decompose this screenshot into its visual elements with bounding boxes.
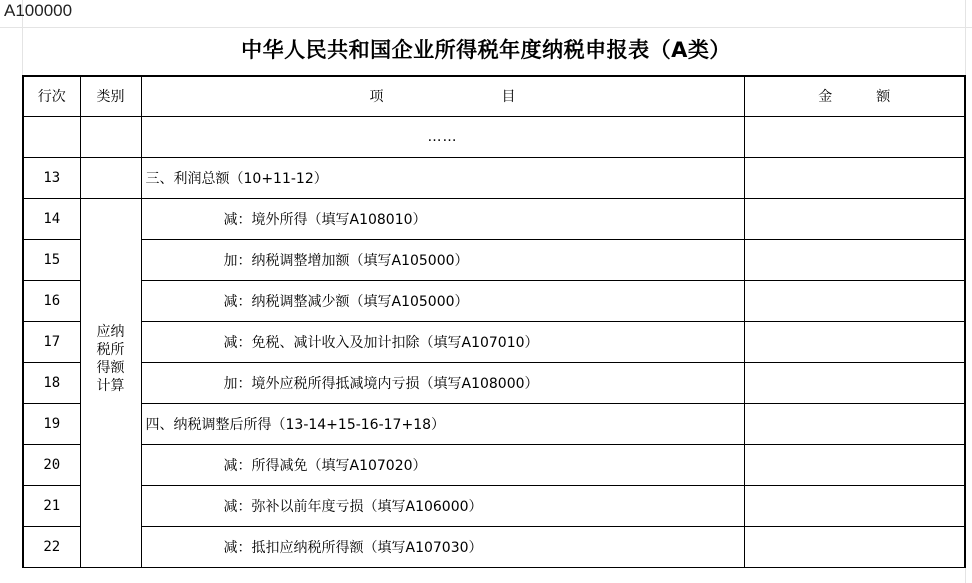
header-amount-char-1: 金 xyxy=(818,89,833,106)
category-cell[interactable] xyxy=(80,157,141,198)
row-number-cell[interactable]: 14 xyxy=(23,198,80,239)
table-row xyxy=(23,444,965,485)
category-cell[interactable] xyxy=(80,116,141,157)
item-cell[interactable]: 四、纳税调整后所得（13-14+15-16-17+18） xyxy=(141,403,744,444)
table-row-ellipsis xyxy=(23,116,965,157)
header-amount-char-2: 额 xyxy=(876,89,891,106)
table-row xyxy=(23,280,965,321)
table-row xyxy=(23,321,965,362)
item-cell[interactable]: 减：所得减免（填写A107020） xyxy=(141,444,744,485)
amount-cell[interactable] xyxy=(744,362,965,403)
row-number-cell[interactable]: 16 xyxy=(23,280,80,321)
item-cell[interactable]: 减：抵扣应纳税所得额（填写A107030） xyxy=(141,526,744,567)
table-row xyxy=(23,157,965,198)
row-number-cell[interactable] xyxy=(23,116,80,157)
row-number-cell[interactable]: 19 xyxy=(23,403,80,444)
amount-cell[interactable] xyxy=(744,280,965,321)
page-title: 中华人民共和国企业所得税年度纳税申报表（A类） xyxy=(241,38,731,62)
header-amount[interactable] xyxy=(744,76,965,116)
amount-cell[interactable] xyxy=(744,321,965,362)
item-cell[interactable]: 减：纳税调整减少额（填写A105000） xyxy=(141,280,744,321)
table-row xyxy=(23,239,965,280)
amount-cell[interactable] xyxy=(744,239,965,280)
item-cell[interactable]: 减：弥补以前年度亏损（填写A106000） xyxy=(141,485,744,526)
row-number-cell[interactable]: 20 xyxy=(23,444,80,485)
row-number-cell[interactable]: 17 xyxy=(23,321,80,362)
header-item-char-2: 目 xyxy=(501,89,516,106)
amount-cell[interactable] xyxy=(744,444,965,485)
table-row xyxy=(23,526,965,567)
table-row xyxy=(23,198,965,239)
amount-cell[interactable] xyxy=(744,198,965,239)
amount-cell[interactable] xyxy=(744,403,965,444)
table-header-row xyxy=(23,76,965,116)
category-cell-merged[interactable] xyxy=(80,198,141,567)
table-row xyxy=(23,362,965,403)
header-category[interactable]: 类别 xyxy=(80,76,141,116)
row-number-cell[interactable]: 21 xyxy=(23,485,80,526)
item-cell[interactable]: 减：境外所得（填写A108010） xyxy=(141,198,744,239)
item-cell[interactable]: 减：免税、减计收入及加计扣除（填写A107010） xyxy=(141,321,744,362)
row-number-cell[interactable]: 18 xyxy=(23,362,80,403)
table-row xyxy=(23,485,965,526)
header-row-number[interactable]: 行次 xyxy=(23,76,80,116)
category-label: 应纳税所得额计算 xyxy=(96,323,125,394)
row-number-cell[interactable]: 22 xyxy=(23,526,80,567)
tax-return-table xyxy=(22,75,966,568)
header-item-char-1: 项 xyxy=(369,89,384,106)
form-code: A100000 xyxy=(4,1,73,20)
table-row xyxy=(23,403,965,444)
row-number-cell[interactable]: 13 xyxy=(23,157,80,198)
header-item[interactable] xyxy=(141,76,744,116)
row-number-cell[interactable]: 15 xyxy=(23,239,80,280)
amount-cell[interactable] xyxy=(744,116,965,157)
item-cell[interactable]: 加：纳税调整增加额（填写A105000） xyxy=(141,239,744,280)
item-cell[interactable]: 加：境外应税所得抵减境内亏损（填写A108000） xyxy=(141,362,744,403)
amount-cell[interactable] xyxy=(744,485,965,526)
amount-cell[interactable] xyxy=(744,157,965,198)
sheet-gridline xyxy=(0,27,972,28)
amount-cell[interactable] xyxy=(744,526,965,567)
item-cell[interactable]: 三、利润总额（10+11-12） xyxy=(141,157,744,198)
ellipsis-cell[interactable]: …… xyxy=(141,116,744,157)
